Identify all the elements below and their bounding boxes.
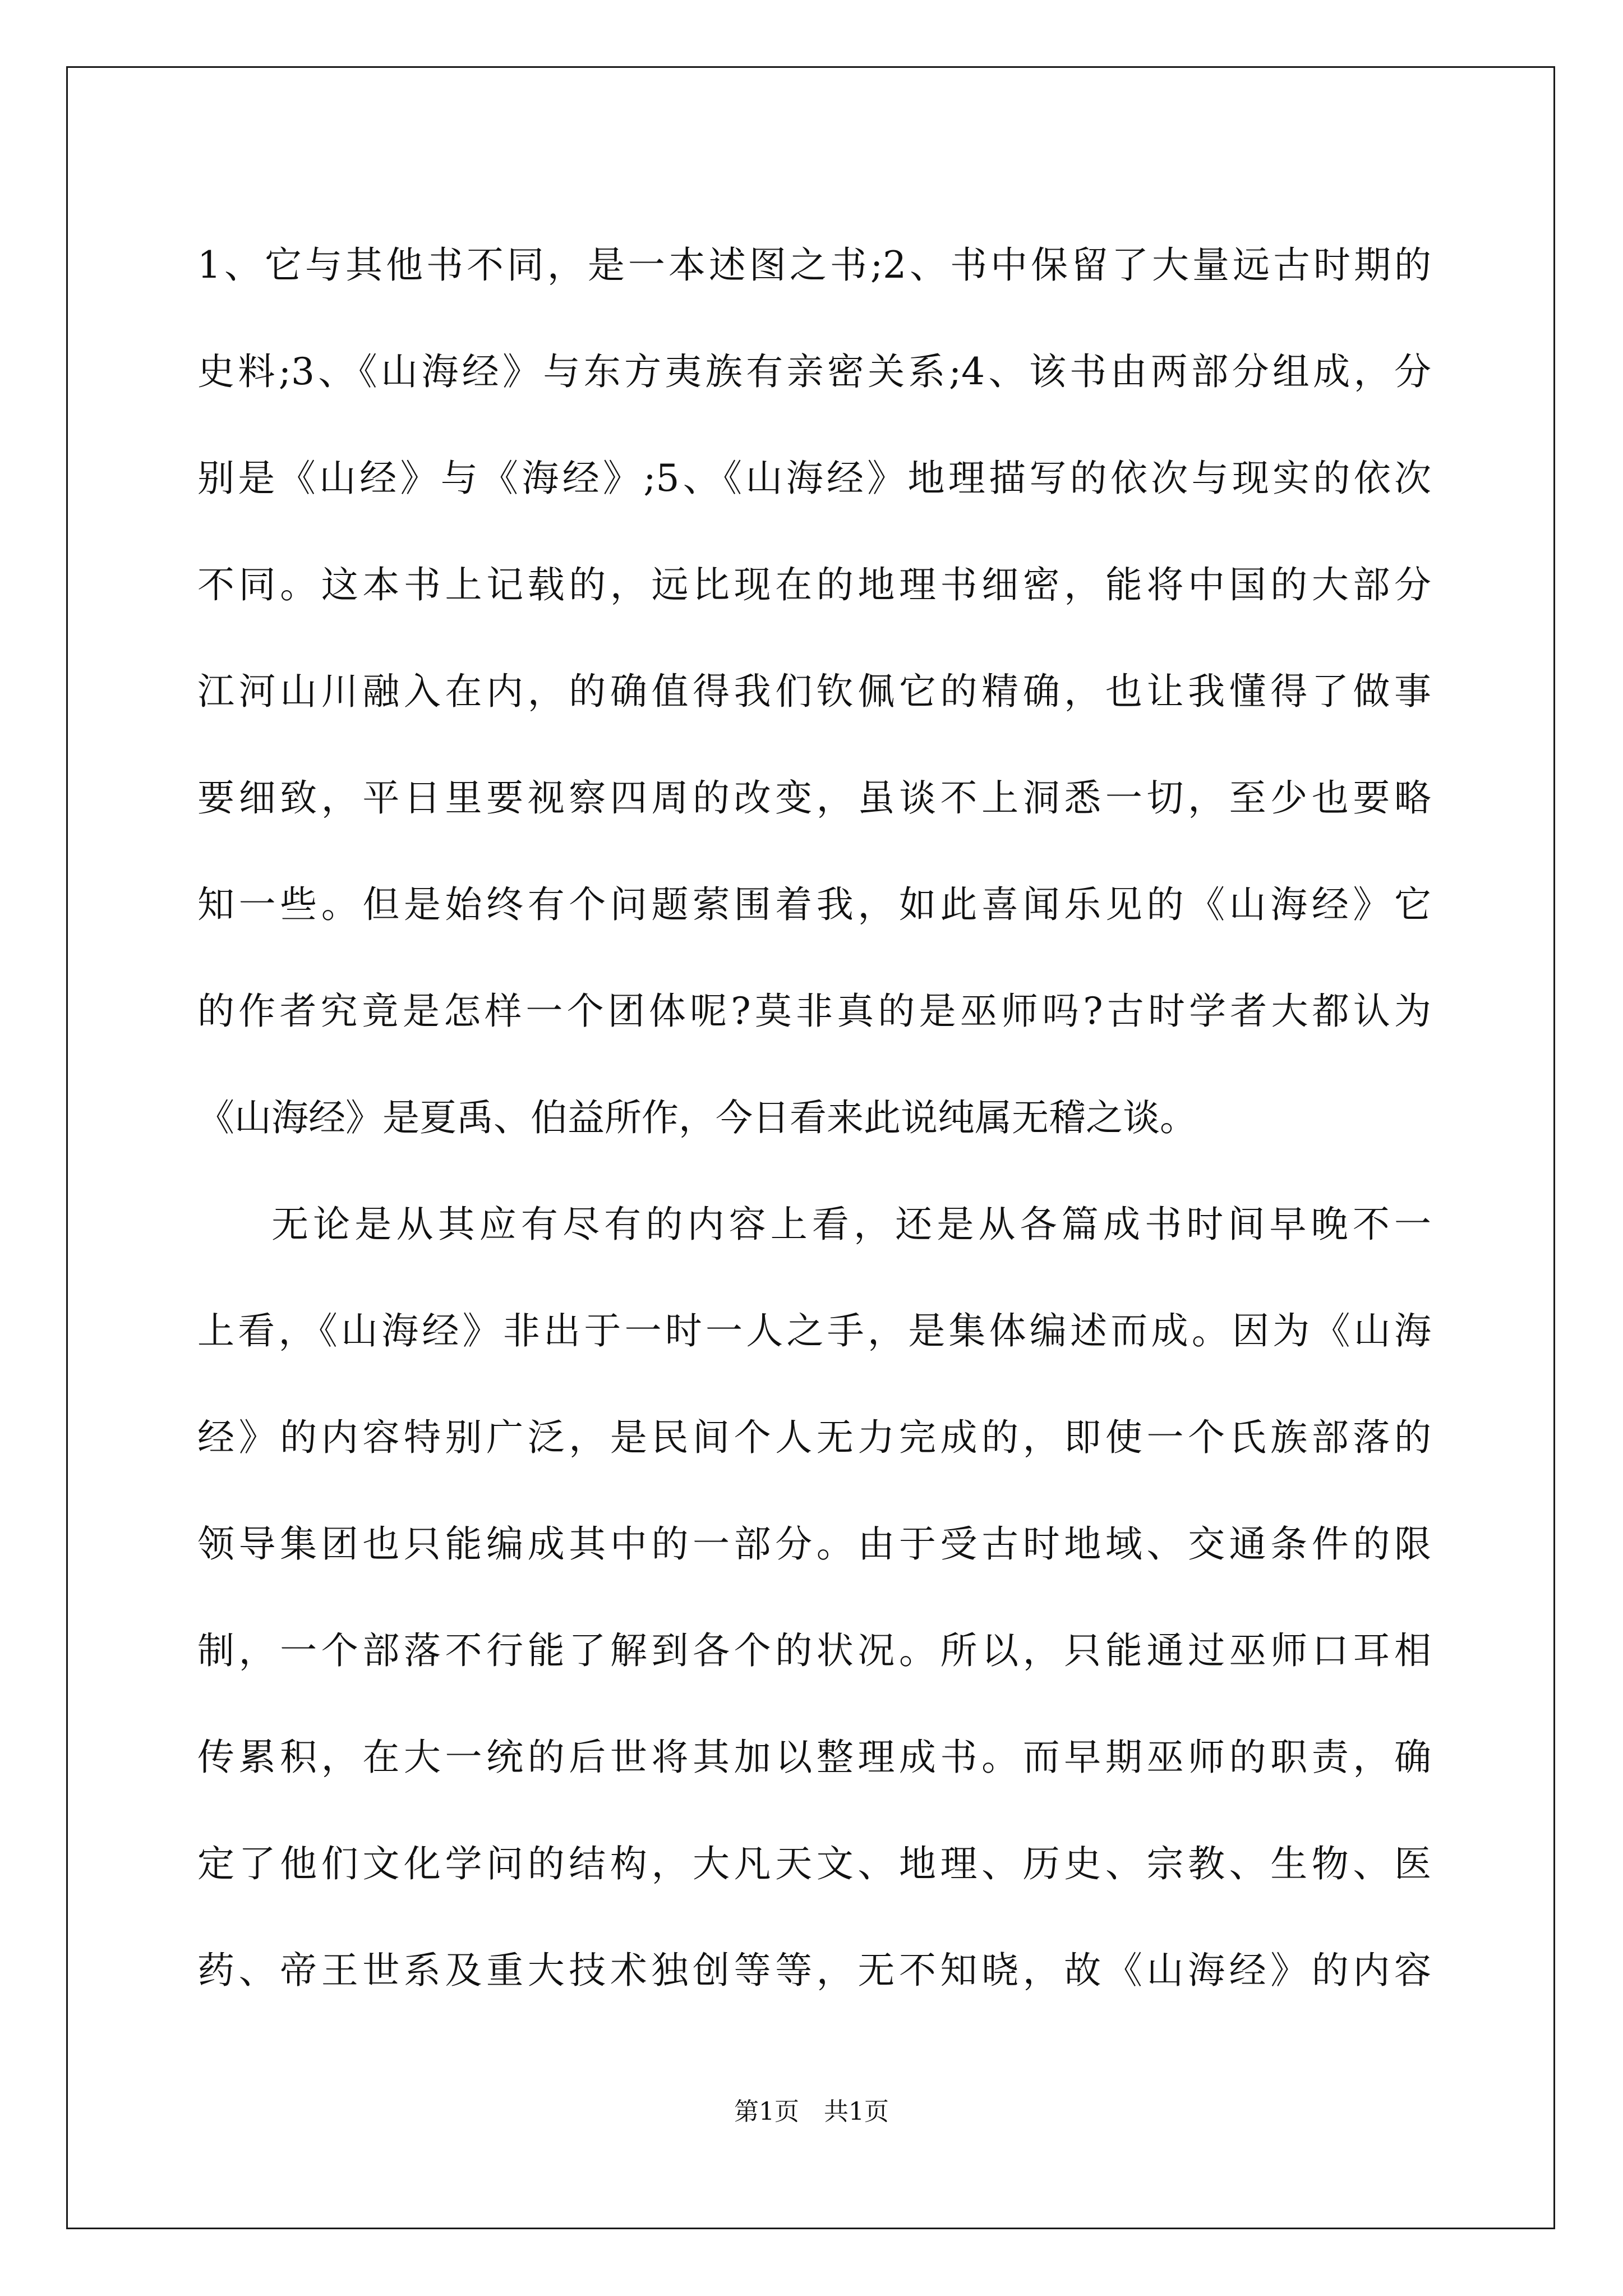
- text-line: 药、帝王世系及重大技术独创等等，无不知晓，故《山海经》的内容: [197, 1949, 1431, 1992]
- text-line: 定了他们文化学问的结构，大凡天文、地理、历史、宗教、生物、医: [197, 1842, 1431, 1885]
- document-body: [197, 212, 1431, 2024]
- text-line: 别是《山经》与《海经》;5、《山海经》地理描写的依次与现实的依次: [197, 457, 1431, 500]
- text-line: 无论是从其应有尽有的内容上看，还是从各篇成书时间早晚不一: [271, 1203, 1431, 1246]
- text-line: 《山海经》是夏禹、伯益所作，今日看来此说纯属无稽之谈。: [197, 1096, 1197, 1139]
- text-line: 制，一个部落不行能了解到各个的状况。所以，只能通过巫师口耳相: [197, 1629, 1431, 1672]
- text-line: 江河山川融入在内，的确值得我们钦佩它的精确，也让我懂得了做事: [197, 670, 1431, 713]
- text-line: 史料;3、《山海经》与东方夷族有亲密关系;4、该书由两部分组成，分: [197, 350, 1431, 393]
- text-line: 的作者究竟是怎样一个团体呢?莫非真的是巫师吗?古时学者大都认为: [197, 990, 1431, 1033]
- paragraph-2: [197, 1171, 1431, 2024]
- text-line: 1、它与其他书不同，是一本述图之书;2、书中保留了大量远古时期的: [197, 243, 1431, 287]
- paragraph-1: [197, 212, 1431, 1171]
- text-line: 知一些。但是始终有个问题萦围着我，如此喜闻乐见的《山海经》它: [197, 883, 1431, 926]
- text-line: 上看，《山海经》非出于一时一人之手，是集体编述而成。因为《山海: [197, 1309, 1431, 1352]
- page-number-footer: 第1页 共1页: [734, 2097, 889, 2126]
- text-line: 领导集团也只能编成其中的一部分。由于受古时地域、交通条件的限: [197, 1522, 1431, 1566]
- text-line: 传累积，在大一统的后世将其加以整理成书。而早期巫师的职责，确: [197, 1736, 1431, 1779]
- text-line: 不同。这本书上记载的，远比现在的地理书细密，能将中国的大部分: [197, 563, 1431, 606]
- text-line: 经》的内容特别广泛，是民间个人无力完成的，即使一个氏族部落的: [197, 1416, 1431, 1459]
- text-line: 要细致，平日里要视察四周的改变，虽谈不上洞悉一切，至少也要略: [197, 776, 1431, 820]
